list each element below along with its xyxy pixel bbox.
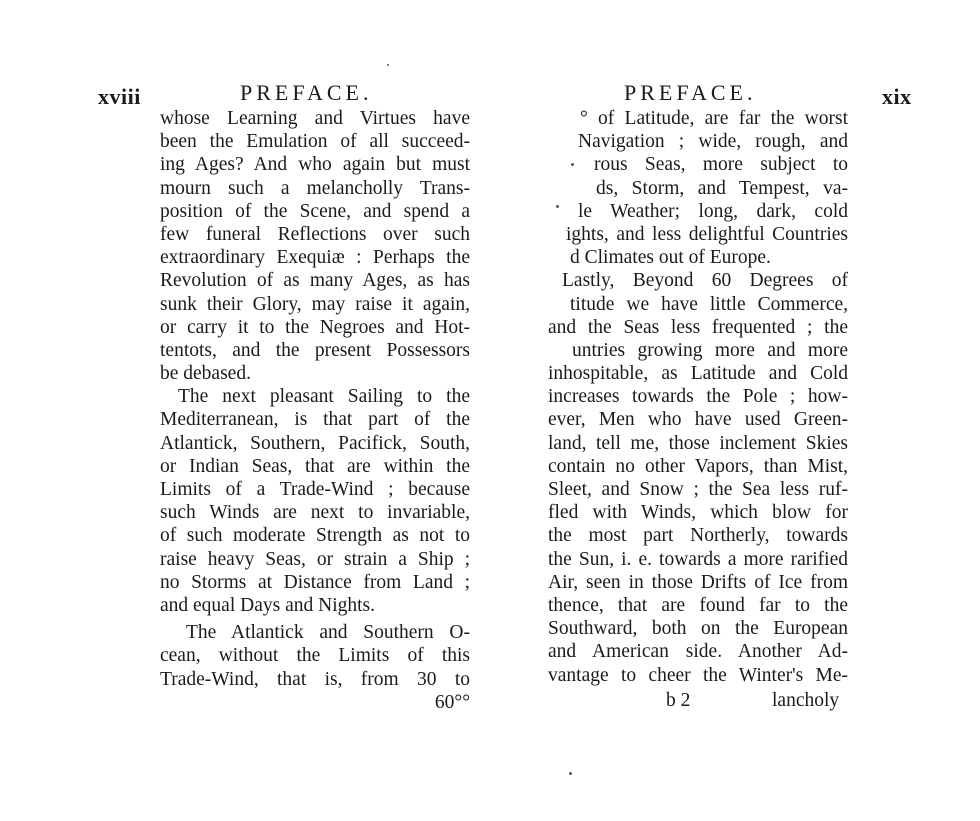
text-line: few funeral Reflections over such (160, 223, 470, 245)
text-line: and equal Days and Nights. (160, 594, 375, 616)
page-number: xviii (98, 84, 141, 109)
text-line: le Weather; long, dark, cold (578, 200, 848, 222)
text-line: rous Seas, more subject to (594, 154, 848, 176)
text-line: contain no other Vapors, than Mist, (548, 455, 848, 477)
text-line: ing Ages? And who again but must (160, 154, 470, 176)
right-page (490, 0, 980, 821)
catchword: lancholy (772, 690, 840, 711)
text-line: tentots, and the present Possessors (160, 339, 470, 361)
text-line: raise heavy Seas, or strain a Ship ; (160, 548, 470, 570)
text-line: Lastly, Beyond 60 Degrees of (562, 270, 848, 292)
text-line: untries growing more and more (572, 339, 848, 361)
text-line: been the Emulation of all succeed- (160, 131, 470, 153)
text-line: be debased. (160, 363, 251, 385)
catchword: 60°° (434, 691, 470, 713)
text-line: ds, Storm, and Tempest, va- (596, 177, 848, 199)
text-line: Trade-Wind, that is, from 30 to (160, 668, 470, 690)
text-line: and American side. Another Ad- (548, 641, 848, 663)
text-line: Revolution of as many Ages, as has (160, 270, 470, 292)
text-line: vantage to cheer the Winter's Me- (548, 664, 848, 686)
text-line: sunk their Glory, may raise it again, (160, 293, 470, 315)
text-line: Air, seen in those Drifts of Ice from (548, 571, 848, 593)
text-line: d Climates out of Europe. (570, 247, 771, 269)
text-line: no Storms at Distance from Land ; (160, 571, 470, 593)
text-line: of such moderate Strength as not to (160, 525, 470, 547)
text-line: position of the Scene, and spend a (160, 200, 470, 222)
text-line: mourn such a melancholly Trans- (160, 177, 470, 199)
paper-speck (569, 772, 572, 775)
text-line: land, tell me, those inclement Skies (548, 432, 848, 454)
text-line: Mediterranean, is that part of the (160, 409, 470, 431)
text-line: whose Learning and Virtues have (160, 108, 470, 129)
text-line: cean, without the Limits of this (160, 645, 470, 667)
running-head: PREFACE. (240, 80, 373, 105)
text-line: ever, Men who have used Green- (548, 409, 848, 431)
text-line: thence, that are found far to the (548, 594, 848, 616)
body-text (548, 107, 848, 687)
text-line: inhospitable, as Latitude and Cold (548, 363, 848, 385)
running-head: PREFACE. (624, 80, 757, 105)
text-line: and the Seas less frequented ; the (548, 316, 848, 338)
text-line: the Sun, i. e. towards a more rarified (548, 548, 848, 570)
text-line: The Atlantick and Southern O- (186, 622, 470, 644)
paper-speck (556, 205, 559, 208)
text-line: ights, and less delightful Countries (566, 223, 848, 245)
text-line: or Indian Seas, that are within the (160, 455, 470, 477)
text-line: ° of Latitude, are far the worst (580, 108, 848, 129)
text-line: Limits of a Trade-Wind ; because (160, 479, 470, 500)
text-line: the most part Northerly, towards (548, 525, 848, 547)
body-text (160, 107, 470, 714)
paper-speck (571, 163, 574, 166)
text-line: increases towards the Pole ; how- (548, 386, 848, 408)
text-line: fled with Winds, which blow for (548, 502, 848, 524)
text-line: titude we have little Commerce, (570, 293, 848, 315)
text-line: Sleet, and Snow ; the Sea less ruf- (548, 479, 848, 500)
text-line: Southward, both on the European (548, 618, 848, 640)
text-line: Navigation ; wide, rough, and (578, 131, 848, 153)
text-line: The next pleasant Sailing to the (178, 386, 470, 408)
page-number: xix (882, 84, 912, 109)
text-line: extraordinary Exequiæ : Perhaps the (160, 247, 470, 269)
text-line: such Winds are next to invariable, (160, 502, 470, 524)
text-line: or carry it to the Negroes and Hot- (160, 316, 470, 338)
text-line: Atlantick, Southern, Pacifick, South, (160, 432, 470, 454)
paper-speck (387, 64, 389, 66)
signature-mark: b 2 (666, 690, 691, 711)
